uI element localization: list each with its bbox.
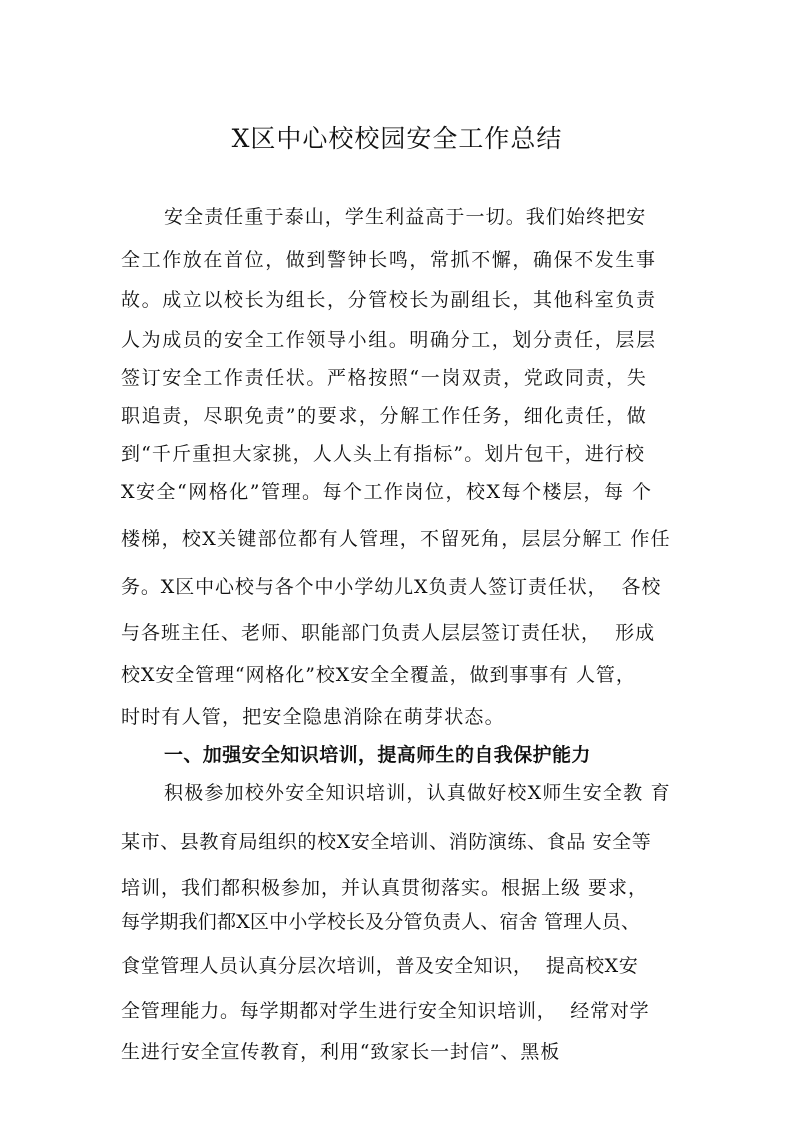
paragraph-line: 安全责任重于泰山，学生利益高于一切。我们始终把安	[164, 206, 647, 228]
paragraph-line: 到“千斤重担大家挑，人人头上有指标”。划片包干，进行校	[121, 443, 646, 465]
paragraph-line: 楼梯，校X关键部位都有人管理，不留死角，层层分解工 作任	[121, 528, 671, 550]
paragraph-line: 培训，我们都积极参加，并认真贯彻落实。根据上级 要求，	[121, 877, 649, 899]
paragraph-line: 务。X区中心校与各个中小学幼儿X负责人签订责任状， 各校	[121, 576, 662, 598]
paragraph-line: 人为成员的安全工作领导小组。明确分工，划分责任，层层	[121, 329, 657, 351]
paragraph-line: 全管理能力。每学期都对学生进行安全知识培训， 经常对学	[121, 1000, 650, 1022]
paragraph-line: 签订安全工作责任状。严格按照“一岗双责，党政同责，失	[121, 367, 648, 389]
paragraph-line: 校X安全管理“网格化”校X安全全覆盖，做到事事有 人管，	[121, 664, 636, 686]
paragraph-line: 全工作放在首位，做到警钟长鸣，常抓不懈，确保不发生事	[121, 249, 657, 271]
paragraph-line: 积极参加校外安全知识培训，认真做好校X师生安全教 育	[164, 782, 671, 804]
paragraph-line: 某市、县教育局组织的校X安全培训、消防演练、食品 安全等	[121, 831, 652, 853]
section-heading: 一、加强安全知识培训，提高师生的自我保护能力	[164, 744, 591, 766]
paragraph-line: 时时有人管，把安全隐患消除在萌芽状态。	[121, 706, 505, 728]
paragraph-line: 故。成立以校长为组长，分管校长为副组长，其他科室负责	[121, 289, 657, 311]
paragraph-line: 食堂管理人员认真分层次培训，普及安全知识， 提高校X安	[121, 955, 639, 977]
paragraph-line: X安全“网格化”管理。每个工作岗位，校X每个楼层，每 个	[121, 481, 653, 503]
paragraph-line: 每学期我们都X区中小学校长及分管负责人、宿舍 管理人员、	[121, 911, 641, 933]
page-title: X区中心校校园安全工作总结	[231, 124, 563, 153]
paragraph-line: 与各班主任、老师、职能部门负责人层层签订责任状， 形成	[121, 622, 656, 644]
paragraph-line: 职追责，尽职免责”的要求，分解工作任务，细化责任，做	[121, 405, 648, 427]
paragraph-line: 生进行安全宣传教育，利用“致家长一封信”、黑板	[121, 1041, 561, 1063]
